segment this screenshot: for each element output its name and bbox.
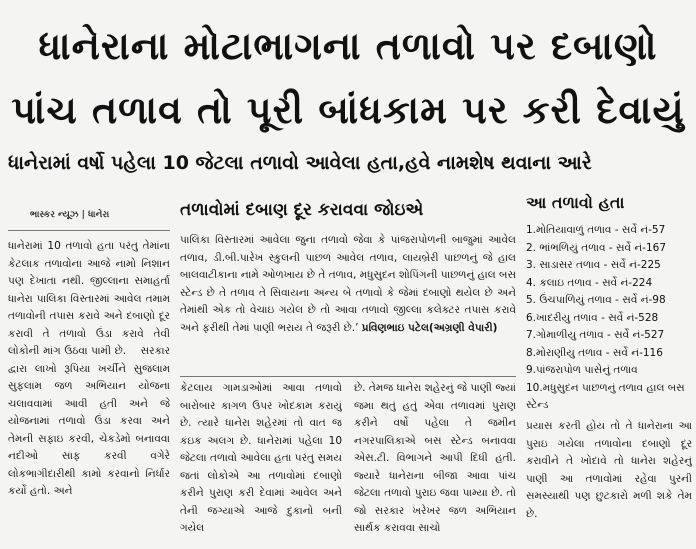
sidebar-body-text: પ્રયાસ કરતી હોય તો તે ધાનેરાના આ પુરાઇ ગયેલા તળાવોના દબાણો દૂર કરાવીને તે ખોદાવે તો ધાનેરા શહેરનું પાણી આ તળાવોમાં રહેવા પુરની સમસ્યાથી પણ છુટકારો મળી શકે તેમ છે.	[526, 420, 692, 520]
byline: ભાસ્કર ન્યૂઝ | ધાનેરા	[30, 210, 110, 220]
list-item: 1.મોતિયાવાળું તળાવ - સર્વે નં-57	[526, 224, 666, 236]
divider	[180, 376, 516, 377]
quote-attribution: પ્રવિણભાઇ પટેલ(અગ્રણી વેપારી)	[361, 321, 498, 334]
list-item: 3. સાડાસર તળાવ - સર્વે નં-225	[526, 259, 661, 271]
left-column-text: ધાનેરામાં 10 તળાવો હતા પરંતુ તેમાંના કેટલાક તળાવોના આજે નામો નિશાન પણ દેખાતા નથી. જીલ્લાના સમાહર્તા ધાનેરા પાલિકા વિસ્તારમાં આવેલ તમામ તળાવોની તપાસ કરાવે અને દબાણો દૂર કરાવી તે તળાવો ઉંડા કરાવે તેવી લોકોની માંગ ઉઠવા પામી છે. સરકાર દ્વારા લાખો રૂપિયા ખર્ચીને સુજલામ સુફલામ જળ અભિયાન યોજના ચલાવવામાં આવી હતી અને જે યોજનામાં તળાવો ઉંડા કરવા અને તેમની સફાઇ કરવી, ચેકડેમો બનાવવા નદીઓ સાફ કરવી વગેરે લોકભાગીદારીથી કામો કરવાનો નિર્ધાર કર્યો હતો. અને	[8, 240, 170, 497]
headline-line-2: પાંચ તળાવ તો પૂરી બાંધકામ પર કરી દેવાયું	[11, 88, 685, 132]
headline-line-1: ધાનેરાના મોટાભાગના તળાવો પર દબાણો	[38, 24, 658, 68]
list-item: 5. ઉંચપાળિયું તળાવ - સર્વે નં-98	[526, 294, 666, 306]
list-item: 7.ગોમાળીયુ તળાવ - સર્વે નં-527	[526, 329, 665, 341]
quote-text: પાલિકા વિસ્તારમાં આવેલા જુના તળાવો જેવા કે પાંજરાપોળની બાજુમાં આવેલ તળાવ, ડી.બી.પારેખ સ્કુલની પાછળ આવેલ તળાવ, લાયબ્રેરી પાછળનું જે હાલ બાલવાટીકાના નામે ઓળખાય છે તે તળાવ, મધુસુદન શોપિંગની પાછળનું હાલ બસ સ્ટેન્ડ છે તે તળાવ તે સિવાયના અન્ય બે તળાવો કે જેમાં દબાણો થયેલ છે અને તેમાંથી એક તો વેચાઇ ગયેલ છે તો આવા તળાવો જીલ્લા કલેક્ટર તપાસ કરાવે અને ફરીથી તેમાં પાણી ભરાય તે જરૂરી છે.’	[180, 234, 516, 334]
kicker-headline: તળાવોમાં દબાણ દૂર કરાવવા જોઇએ	[180, 200, 424, 220]
subheadline: ધાનેરામાં વર્ષો પહેલા 10 જેટલા તળાવો આવેલા હતા,હવે નામશેષ થવાના આરે	[8, 152, 592, 174]
list-item: 6.ખાદરીયુ તળાવ - સર્વે નં-528	[526, 311, 659, 324]
list-item: 2. ભાંભળિયું તળાવ - સર્વે નં-167	[526, 241, 666, 254]
divider	[8, 230, 170, 231]
list-item: 10.મધુસુદન પાછળનું તળાવ હાલ બસ સ્ટેન્ડ	[526, 381, 685, 411]
middle-column-2-text: છે. તેમજ ધાનેરા શહેરનું જે પાણી જ્યાં જમા થતું હતું એવા તળાવમાં પુરાણ કરીને વર્ષો પહેલા તે જમીન નગરપાલિકાએ બસ સ્ટેન્ડ બનાવવા એસ.ટી. વિભાગને આપી દિધી હતી. જ્યારે ધાનેરાના બીજા આવા પાંચ જેટલા તળાવો પુરાઇ જવા પામ્યા છે. તો જો સરકાર ખરેખર જળ અભિયાન સાર્થક કરાવવા સાચો	[354, 382, 516, 534]
list-item: 4. કલાઇ તળાવ - સર્વે નં-224	[526, 276, 653, 289]
quote-block	[180, 232, 516, 374]
list-item: 9.પાંજરાપોળ પાસેનું તળાવ	[526, 364, 638, 376]
sidebar-list	[526, 222, 692, 415]
middle-column-1-text: કેટલાય ગામડાઓમાં આવા તળાવો બારોબાર કાગળ ઉપર ખોદકામ કરાયું છે. ત્યારે ધાનેરા શહેરમાં તો વાત જ કંઇક અલગ છે. ધાનેરામાં પહેલા 10 જેટલા તળાવો આવેલા હતા પરંતુ સમય જતાં લોકોએ આ તળાવોમાં દબાણો કરીને પુરાણ કરી દેવામાં આવેલ અને તેની જગ્યાએ આજે દુકાનો બની ગયેલ	[180, 382, 342, 534]
sidebar-title: આ તળાવો હતા	[526, 193, 625, 212]
list-item: 8.મોરાણીયુ તળાવ - સર્વે નં-116	[526, 346, 663, 359]
